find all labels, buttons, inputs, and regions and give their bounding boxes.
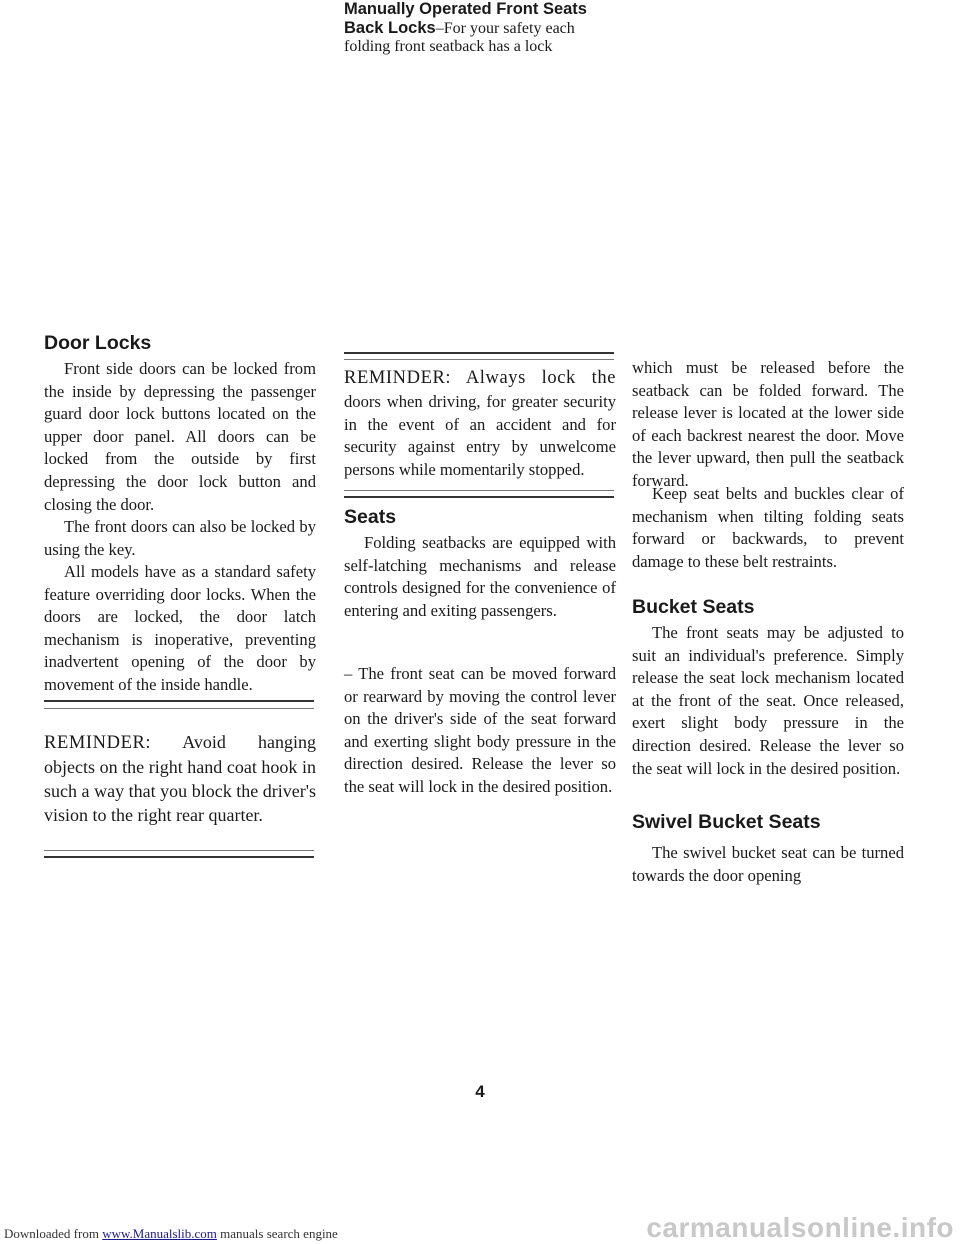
lock-release-paragraph: which must be released before the seatback can be folded forward. The release lever is located at the lower side of each backrest nearest the door. Move the lever upward, then pull the seatback forward. xyxy=(632,358,904,490)
seat-belts-paragraph: Keep seat belts and buckles clear of mechanism when tilting folding seats forward or backwards, to prevent damage to these belt restraints. xyxy=(632,484,904,571)
bucket-seats-paragraph: The front seats may be adjusted to suit an individual's preference. Simply release the seat lock mechanism located at the front of the seat. Once released, exert slight body pressure in the direction desired. Release the lever so the seat will lock in the desired position. xyxy=(632,623,904,778)
column-middle xyxy=(344,0,616,796)
reminder2-text: doors when driving, for greater security in the event of an accident and for security against entry by unwelcome persons while momentarily stopped. xyxy=(344,392,616,479)
heading-door-locks: Door Locks xyxy=(44,332,152,354)
reminder2-rule-top-thin xyxy=(344,359,614,360)
heading-swivel-bucket-seats: Swivel Bucket Seats xyxy=(632,811,821,833)
reminder2-rule-bottom-thin xyxy=(344,490,614,491)
reminder-text: Avoid hanging objects on the right hand coat hook in such a way that you block the driver's vision to the right rear quarter. xyxy=(44,732,316,825)
download-prefix: Downloaded from xyxy=(4,1226,99,1241)
reminder-rule-top xyxy=(44,700,314,702)
swivel-bucket-seats-paragraph: The swivel bucket seat can be turned towards the door opening xyxy=(632,843,904,885)
reminder2-rule-bottom xyxy=(344,496,614,498)
site-watermark: carmanualsonline.info xyxy=(646,1212,954,1243)
door-locks-paragraph-3: All models have as a standard safety feature overriding door locks. When the doors are locked, the door latch mechanism is inoperative, preventing inadvertent opening of the door by movement of the inside handle. xyxy=(44,562,316,694)
reminder2-rule-top xyxy=(344,352,614,354)
reminder-label: REMINDER: xyxy=(44,733,152,753)
reminder-rule-top-thin xyxy=(44,708,314,709)
page-number: 4 xyxy=(475,1082,485,1101)
heading-bucket-seats: Bucket Seats xyxy=(632,596,755,618)
door-locks-paragraph-1: Front side doors can be locked from the inside by depressing the passenger guard door lock buttons located on the upper door panel. All doors can be locked from the outside by first depressing the door lock button and closing the door. xyxy=(44,359,316,514)
reminder-box-1 xyxy=(44,730,316,827)
seats-paragraph: Folding seatbacks are equipped with self-latching mechanisms and release controls designed for the convenience of entering and exiting passengers. xyxy=(344,533,616,620)
manually-operated-text: – The front seat can be moved forward or rearward by moving the control lever on the driver's side of the seat forward and exerting slight body pressure in the direction desired. Release the lever so the seat will lock in the desired position. xyxy=(344,664,616,796)
heading-back-locks: Back Locks xyxy=(344,19,436,37)
download-source-line xyxy=(4,1226,338,1242)
back-locks-text: –For your safety each folding front seatback has a lock xyxy=(344,20,575,55)
door-locks-paragraph-2: The front doors can also be locked by using the key. xyxy=(44,517,316,559)
reminder-rule-bottom-thin xyxy=(44,850,314,851)
reminder-box-2 xyxy=(344,365,616,481)
reminder-rule-bottom xyxy=(44,856,314,858)
reminder2-lead: REMINDER: Always lock the xyxy=(344,368,616,388)
heading-manually-operated: Manually Operated Front Seats xyxy=(344,0,587,18)
heading-seats: Seats xyxy=(344,506,397,528)
download-suffix: manuals search engine xyxy=(220,1226,338,1241)
manualslib-link[interactable]: www.Manualslib.com xyxy=(102,1226,217,1241)
